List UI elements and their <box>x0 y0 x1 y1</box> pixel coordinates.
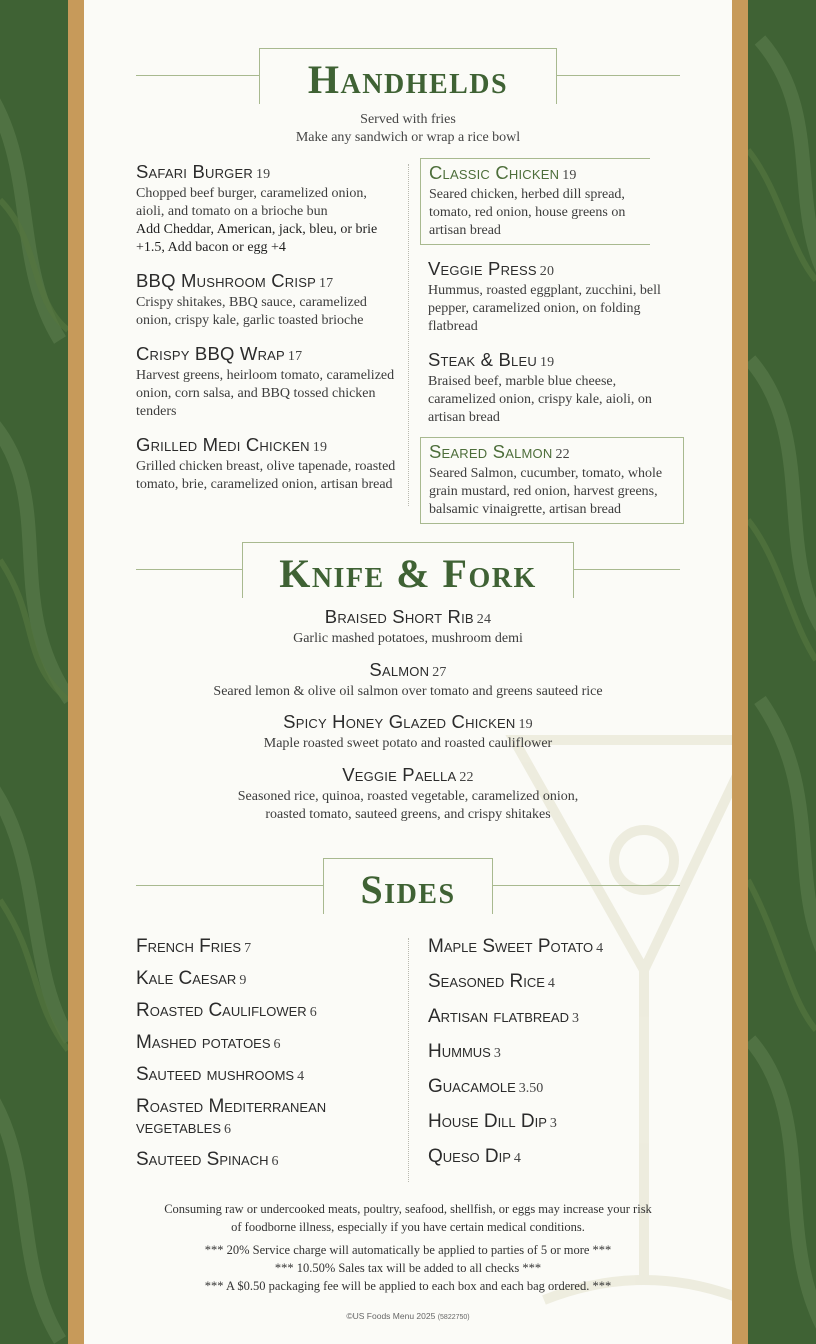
item-price: 19 <box>518 717 533 732</box>
item-name: Guacamole <box>428 1076 516 1097</box>
knife-fork-title: Knife & Fork <box>279 550 537 596</box>
menu-item-veggie-paella <box>84 765 732 824</box>
item-description: Seared lemon & olive oil salmon over tomato and greens sauteed rice <box>213 684 603 699</box>
item-price: 24 <box>476 612 492 627</box>
item-price: 6 <box>273 1037 281 1052</box>
handhelds-title-box <box>259 48 557 104</box>
item-description: Crispy shitakes, BBQ sauce, caramelized onion, crispy kale, garlic toasted brioche <box>136 295 367 328</box>
header-rule-left <box>136 569 242 570</box>
item-description: Seared chicken, herbed dill spread, tomato, red onion, house greens on artisan bread <box>429 187 626 238</box>
warning-line-1: Consuming raw or undercooked meats, poultry, seafood, shellfish, or eggs may increase your risk <box>164 1202 652 1216</box>
side-item-sauteed-mushrooms <box>136 1064 396 1087</box>
item-price: 19 <box>562 168 577 183</box>
menu-page <box>84 0 732 1344</box>
sides-right-column <box>428 936 688 1169</box>
sides-title: Sides <box>360 866 456 912</box>
item-name: Maple Sweet Potato <box>428 936 594 957</box>
item-price: 22 <box>555 447 570 462</box>
sides-title-box <box>323 858 493 914</box>
handhelds-header <box>136 48 680 104</box>
item-name: Kale Caesar <box>136 968 237 989</box>
side-item-house-dill-dip <box>428 1111 688 1134</box>
packaging-fee-note: *** A $0.50 packaging fee will be applied to each box and each bag ordered. *** <box>204 1279 612 1293</box>
item-name: Sauteed Spinach <box>136 1149 269 1170</box>
item-name: Hummus <box>428 1041 491 1062</box>
item-name: Artisan flatbread <box>428 1006 569 1027</box>
footer-warning <box>124 1200 692 1236</box>
knife-fork-title-box <box>242 542 574 598</box>
item-name-line-2: vegetables <box>136 1117 222 1138</box>
item-price: 3 <box>493 1046 501 1061</box>
item-description-line-2: roasted tomato, sauteed greens, and crispy shitakes <box>265 807 551 822</box>
item-name-line-1: Roasted Mediterranean <box>136 1096 327 1117</box>
side-item-sauteed-spinach <box>136 1149 396 1172</box>
item-name: Veggie Press <box>428 258 537 279</box>
sides-column-divider <box>408 938 409 1182</box>
knife-fork-header <box>136 542 680 598</box>
item-name: Roasted Cauliflower <box>136 1000 307 1021</box>
menu-code: (5822750) <box>437 1314 470 1321</box>
menu-item-braised-short-rib <box>84 607 732 648</box>
item-name: Salmon <box>369 659 430 680</box>
item-description-line-1: Seasoned rice, quinoa, roasted vegetable, caramelized onion, <box>237 789 579 804</box>
item-name: Sauteed mushrooms <box>136 1064 295 1085</box>
item-price: 4 <box>297 1069 305 1084</box>
copyright-text: ©US Foods Menu 2025 <box>346 1311 436 1321</box>
item-name: Braised Short Rib <box>324 606 474 627</box>
item-name: Veggie Paella <box>342 764 457 785</box>
side-item-seasoned-rice <box>428 971 688 994</box>
item-price: 20 <box>539 264 555 279</box>
item-price: 4 <box>596 941 604 956</box>
handhelds-subtitle-1: Served with fries <box>360 112 456 127</box>
item-name: Mashed potatoes <box>136 1032 271 1053</box>
item-price: 17 <box>318 276 334 291</box>
item-name: BBQ Mushroom Crisp <box>136 270 316 291</box>
side-item-guacamole <box>428 1076 688 1099</box>
sides-header <box>136 858 680 914</box>
menu-item-safari-burger <box>136 162 396 257</box>
item-name: Grilled Medi Chicken <box>136 434 310 455</box>
menu-item-bbq-mushroom-crisp <box>136 271 396 330</box>
item-name: Crispy BBQ Wrap <box>136 343 285 364</box>
item-name: Steak & Bleu <box>428 349 537 370</box>
item-price: 27 <box>432 665 447 680</box>
item-description: Grilled chicken breast, olive tapenade, roasted tomato, brie, caramelized onion, artisan bread <box>136 459 396 492</box>
side-item-roasted-mediterranean-vegetables <box>136 1096 396 1140</box>
side-item-artisan-flatbread <box>428 1006 688 1029</box>
item-name: Spicy Honey Glazed Chicken <box>283 711 516 732</box>
item-name: Seasoned Rice <box>428 971 545 992</box>
item-price: 3 <box>572 1011 579 1026</box>
menu-item-seared-salmon <box>420 437 684 524</box>
item-addons: Add Cheddar, American, jack, bleu, or brie +1.5, Add bacon or egg +4 <box>136 222 378 255</box>
item-price: 4 <box>547 976 555 991</box>
item-price: 6 <box>309 1005 317 1020</box>
header-rule-left <box>136 75 260 76</box>
item-name: Classic Chicken <box>429 162 560 183</box>
sides-left-column <box>136 936 396 1172</box>
handhelds-right-column <box>420 158 684 538</box>
side-item-french-fries <box>136 936 396 959</box>
item-name: Safari Burger <box>136 161 253 182</box>
item-name: Queso Dip <box>428 1146 511 1167</box>
item-price: 19 <box>255 167 271 182</box>
side-item-queso-dip <box>428 1146 688 1169</box>
side-item-mashed-potatoes <box>136 1032 396 1055</box>
menu-item-classic-chicken <box>420 158 650 245</box>
side-item-kale-caesar <box>136 968 396 991</box>
item-price: 3 <box>549 1116 557 1131</box>
item-price: 19 <box>312 440 328 455</box>
item-price: 19 <box>539 355 555 370</box>
header-rule-right <box>572 569 680 570</box>
item-price: 6 <box>224 1122 232 1137</box>
item-description: Chopped beef burger, caramelized onion, aioli, and tomato on a brioche bun <box>136 186 367 219</box>
item-price: 6 <box>271 1154 279 1169</box>
item-description: Braised beef, marble blue cheese, caramelized onion, crispy kale, aioli, on artisan bread <box>428 374 652 425</box>
item-name: French Fries <box>136 936 242 957</box>
handhelds-left-column <box>136 162 396 508</box>
side-item-hummus <box>428 1041 688 1064</box>
item-description: Harvest greens, heirloom tomato, caramelized onion, corn salsa, and BBQ tossed chicken tenders <box>136 368 395 419</box>
item-name: Seared Salmon <box>429 441 553 462</box>
menu-item-veggie-press <box>420 259 684 336</box>
handhelds-column-divider <box>408 164 409 506</box>
item-price: 7 <box>244 941 252 956</box>
handhelds-title: Handhelds <box>307 56 509 102</box>
menu-item-crispy-bbq-wrap <box>136 344 396 421</box>
item-description: Garlic mashed potatoes, mushroom demi <box>293 631 523 646</box>
service-charge-note: *** 20% Service charge will automatically be applied to parties of 5 or more *** <box>204 1243 612 1257</box>
item-price: 3.50 <box>518 1081 544 1096</box>
menu-item-grilled-medi-chicken <box>136 435 396 494</box>
header-rule-right <box>492 885 680 886</box>
item-price: 4 <box>513 1151 521 1166</box>
side-item-roasted-cauliflower <box>136 1000 396 1023</box>
copyright <box>84 1311 732 1321</box>
side-item-maple-sweet-potato <box>428 936 688 959</box>
menu-item-salmon <box>84 660 732 701</box>
header-rule-left <box>136 885 324 886</box>
handhelds-subtitle-2: Make any sandwich or wrap a rice bowl <box>295 130 521 145</box>
menu-item-spicy-honey-glazed-chicken <box>84 712 732 753</box>
item-description: Maple roasted sweet potato and roasted cauliflower <box>263 736 553 751</box>
footer-notes <box>124 1241 692 1295</box>
item-price: 9 <box>239 973 247 988</box>
sales-tax-note: *** 10.50% Sales tax will be added to all checks *** <box>274 1261 542 1275</box>
item-name: House Dill Dip <box>428 1111 547 1132</box>
menu-item-steak-bleu <box>420 350 684 427</box>
header-rule-right <box>556 75 680 76</box>
item-description: Hummus, roasted eggplant, zucchini, bell pepper, caramelized onion, on folding flatbread <box>428 283 661 334</box>
item-price: 22 <box>459 770 474 785</box>
item-price: 17 <box>287 349 303 364</box>
warning-line-2: of foodborne illness, especially if you have certain medical conditions. <box>231 1220 585 1234</box>
item-description: Seared Salmon, cucumber, tomato, whole grain mustard, red onion, harvest greens, balsamic vinaigrette, artisan bread <box>429 466 663 517</box>
